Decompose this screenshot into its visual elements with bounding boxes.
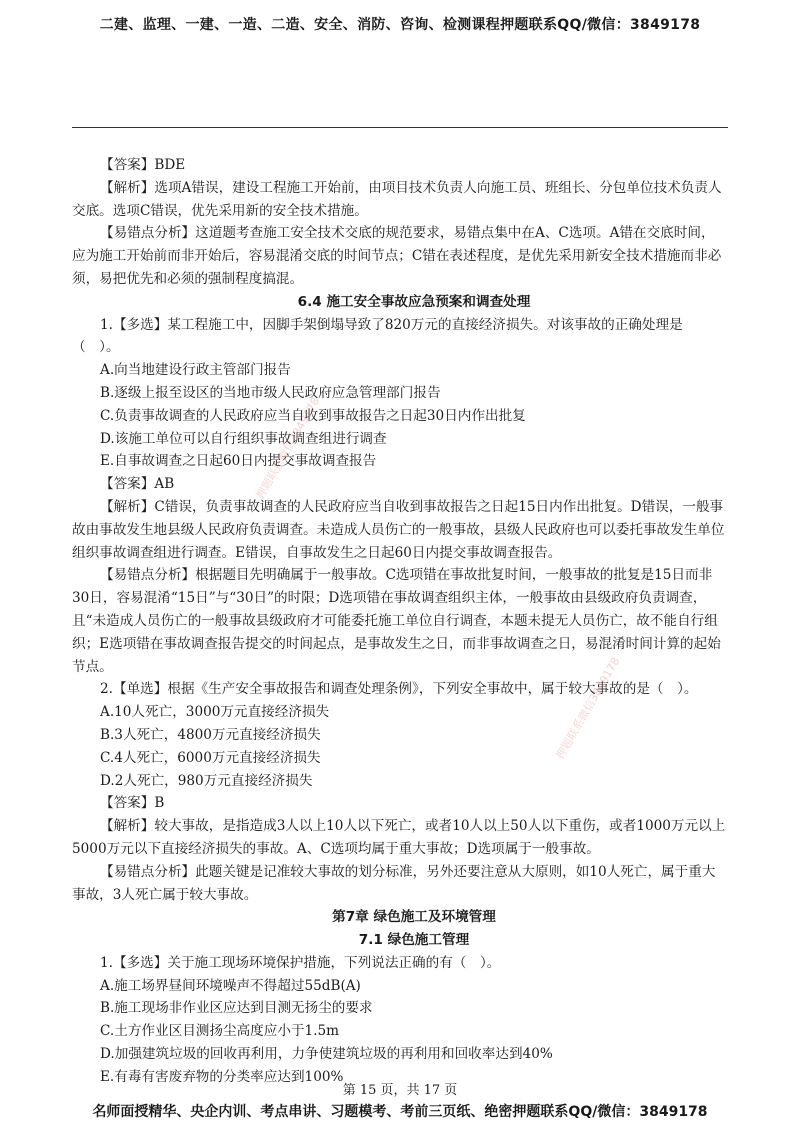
analysis: 【解析】较大事故，是指造成3人以上10人以下死亡，或者10人以上50人以下重伤，或者1000万元以上5000万元以下直接经济损失的事故。A、C选项均属于重大事故；D选项属于一般事故。 — [72, 818, 726, 857]
option: C.负责事故调查的人民政府应当自收到事故报告之日起30日内作出批复 — [100, 407, 526, 424]
option: A.10人死亡，3000万元直接经济损失 — [100, 704, 330, 721]
option: E.自事故调查之日起60日内提交事故调查报告 — [100, 453, 377, 470]
answer: 【答案】B — [100, 795, 165, 812]
page-number: 第 15 页，共 17 页 — [342, 1083, 458, 1098]
option: E.有毒有害废弃物的分类率应达到100% — [100, 1068, 344, 1085]
option: C.土方作业区目测扬尘高度应小于1.5m — [100, 1023, 340, 1040]
document-body — [72, 154, 728, 1089]
option: C.4人死亡，6000万元直接经济损失 — [100, 749, 321, 766]
option: D.2人死亡，980万元直接经济损失 — [100, 772, 313, 789]
page-footer: 名师面授精华、央企内训、考点串讲、习题模考、考前三页纸、绝密押题联系QQ/微信：3849178 — [92, 1104, 708, 1120]
option: A.施工场界昼间环境噪声不得超过55dB(A) — [100, 977, 361, 994]
answer: 【答案】AB — [100, 476, 175, 493]
option: D.加强建筑垃圾的回收再利用，力争使建筑垃圾的再利用和回收率达到40% — [100, 1046, 553, 1063]
paragraph: 【解析】选项A错误，建设工程施工开始前，由项目技术负责人向施工员、班组长、分包单位技术负责人交底。选项C错误，优先采用新的安全技术措施。 — [72, 179, 722, 219]
section-heading: 6.4 施工安全事故应急预案和调查处理 — [297, 293, 531, 310]
paragraph: 【答案】BDE — [100, 157, 186, 173]
option: B.施工现场非作业区应达到目测无扬尘的要求 — [100, 1000, 373, 1017]
watermark: 押题联系微信3849178 — [553, 655, 623, 762]
question: 2.【单选】根据《生产安全事故报告和调查处理条例》，下列安全事故中，属于较大事故的是（ ）。 — [100, 681, 698, 698]
question: 1.【多选】某工程施工中，因脚手架倒塌导致了820万元的直接经济损失。对该事故的正确处理是（ ）。 — [72, 316, 683, 356]
error-analysis: 【易错点分析】根据题目先明确属于一般事故。C选项错在事故批复时间，一般事故的批复是15日而非30日，容易混淆“15日”与“30日”的时限；D选项错在事故调查组织主体，一般事故由县级政府负责调查，且“未造成人员伤亡的一般事故县级政府才可能委托施工单位自行调查，本题未提无人员伤亡，故不能自行组织；E选项错在事故调查报告提交的时间起点，是事故发生之日，而非事故调查之日，易混淆时间计算的起始节点。 — [72, 567, 721, 675]
option: B.逐级上报至设区的当地市级人民政府应急管理部门报告 — [100, 384, 441, 401]
option: B.3人死亡，4800万元直接经济损失 — [100, 726, 321, 743]
paragraph: 【易错点分析】这道题考查施工安全技术交底的规范要求，易错点集中在A、C选项。A错在交底时间，应为施工开始前而非开始后，容易混淆交底的时间节点；C错在表述程度，是优先采用新安全技术措施而非必须，易把优先和必须的强制程度搞混。 — [72, 225, 722, 287]
question: 1.【多选】关于施工现场环境保护措施，下列说法正确的有（ ）。 — [100, 954, 501, 971]
option: A.向当地建设行政主管部门报告 — [100, 362, 291, 379]
chapter-heading: 第7章 绿色施工及环境管理 — [332, 909, 496, 926]
analysis: 【解析】C错误，负责事故调查的人民政府应当自收到事故报告之日起15日内作出批复。D错误，一般事故由事故发生地县级人民政府负责调查。未造成人员伤亡的一般事故，县级人民政府也可以委托事故发生单位组织事故调查组进行调查。E错误，自事故发生之日起60日内提交事故调查报告。 — [72, 498, 725, 561]
option: D.该施工单位可以自行组织事故调查组进行调查 — [100, 430, 387, 447]
page-header: 二建、监理、一建、一造、二造、安全、消防、咨询、检测课程押题联系QQ/微信：3849178 — [99, 17, 701, 33]
section-heading: 7.1 绿色施工管理 — [358, 932, 470, 949]
watermark: 押题联系微信3849178 — [253, 395, 323, 502]
error-analysis: 【易错点分析】此题关键是记准较大事故的划分标准，另外还要注意从大原则，如10人死亡，属于重大事故，3人死亡属于较大事故。 — [72, 863, 716, 903]
header-divider — [72, 127, 728, 128]
